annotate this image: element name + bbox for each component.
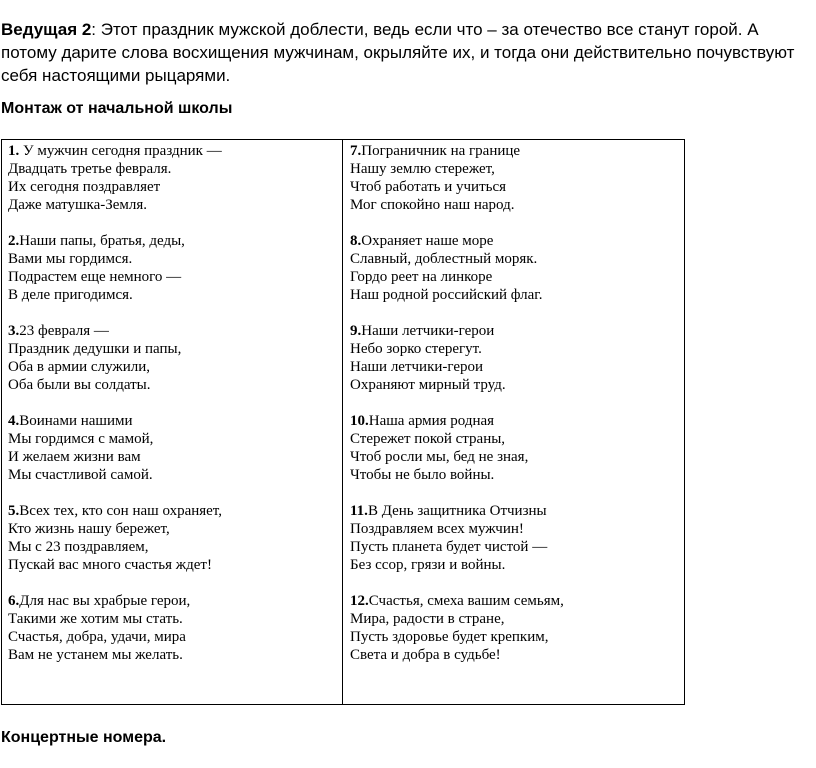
intro-paragraph	[1, 18, 809, 87]
poem-stanza	[8, 502, 333, 574]
stanza-line: Мог спокойно наш народ.	[350, 197, 515, 213]
stanza-line: Стережет покой страны,	[350, 431, 506, 447]
stanza-line: Гордо реет на линкоре	[350, 269, 493, 285]
stanza-line: Пусть планета будет чистой —	[350, 539, 548, 555]
stanza-line: Чтоб росли мы, бед не зная,	[350, 449, 529, 465]
poem-column-right	[350, 142, 675, 682]
stanza-line: Такими же хотим мы стать.	[8, 611, 183, 627]
stanza-line-text: Воинами нашими	[19, 413, 133, 429]
stanza-number: 12.	[350, 593, 369, 609]
stanza-line	[350, 592, 675, 610]
stanza-line-text: У мужчин сегодня праздник —	[19, 143, 222, 159]
stanza-line: И желаем жизни вам	[8, 449, 141, 465]
stanza-number: 5.	[8, 503, 20, 519]
stanza-line	[350, 232, 675, 250]
stanza-line	[8, 502, 333, 520]
poem-column-left	[8, 142, 333, 682]
section-title: Монтаж от начальной школы	[1, 100, 233, 117]
stanza-line	[8, 412, 333, 430]
stanza-line: Славный, доблестный моряк.	[350, 251, 538, 267]
stanza-line: Пускай вас много счастья ждет!	[8, 557, 212, 573]
poem-table	[1, 139, 685, 705]
stanza-line: Мы гордимся с мамой,	[8, 431, 154, 447]
poem-stanza	[350, 232, 675, 304]
stanza-line-text: Наша армия родная	[368, 413, 495, 429]
stanza-line	[8, 142, 333, 160]
stanza-line-text: 23 февраля —	[19, 323, 109, 339]
stanza-line-text: Охраняет наше море	[361, 233, 494, 249]
stanza-line: Чтобы не было войны.	[350, 467, 495, 483]
stanza-line	[350, 502, 675, 520]
stanza-line: Охраняют мирный труд.	[350, 377, 506, 393]
stanza-number: 4.	[8, 413, 20, 429]
stanza-line: Небо зорко стерегут.	[350, 341, 482, 357]
stanza-line: Нашу землю стережет,	[350, 161, 495, 177]
stanza-number: 7.	[350, 143, 362, 159]
footer-title: Концертные номера.	[1, 729, 167, 746]
stanza-line-text: Всех тех, кто сон наш охраняет,	[19, 503, 222, 519]
intro-text: : Этот праздник мужской доблести, ведь если что – за отечество все станут горой. А потому дарите слова восхищения мужчинам, окрыляйте их, и тогда они действительно почувствуют себя настоящими рыцарями.	[1, 20, 795, 85]
stanza-line: Мира, радости в стране,	[350, 611, 505, 627]
stanza-line: Мы счастливой самой.	[8, 467, 153, 483]
stanza-number: 1.	[8, 143, 20, 159]
stanza-line: Света и добра в судьбе!	[350, 647, 501, 663]
stanza-line	[350, 142, 675, 160]
stanza-line	[8, 232, 333, 250]
stanza-line-text: Для нас вы храбрые герои,	[19, 593, 191, 609]
poem-stanza	[350, 412, 675, 484]
poem-stanza	[350, 322, 675, 394]
stanza-line: Мы с 23 поздравляем,	[8, 539, 149, 555]
stanza-line-text: Счастья, смеха вашим семьям,	[368, 593, 564, 609]
stanza-number: 8.	[350, 233, 362, 249]
stanza-line: Их сегодня поздравляет	[8, 179, 161, 195]
stanza-line: Даже матушка-Земля.	[8, 197, 148, 213]
stanza-line: Вам не устанем мы желать.	[8, 647, 183, 663]
poem-stanza	[8, 412, 333, 484]
stanza-number: 10.	[350, 413, 369, 429]
stanza-line-text: Пограничник на границе	[361, 143, 521, 159]
stanza-number: 3.	[8, 323, 20, 339]
stanza-number: 11.	[350, 503, 368, 519]
poem-stanza	[8, 592, 333, 664]
stanza-number: 6.	[8, 593, 20, 609]
stanza-line: Оба в армии служили,	[8, 359, 151, 375]
poem-stanza	[350, 502, 675, 574]
stanza-line	[350, 412, 675, 430]
stanza-number: 2.	[8, 233, 20, 249]
column-divider	[342, 140, 343, 704]
speaker-label: Ведущая 2	[1, 20, 92, 39]
stanza-line: Счастья, добра, удачи, мира	[8, 629, 186, 645]
stanza-line-text: В День защитника Отчизны	[367, 503, 547, 519]
stanza-line: Кто жизнь нашу бережет,	[8, 521, 170, 537]
stanza-line-text: Наши летчики-герои	[361, 323, 495, 339]
stanza-line: Двадцать третье февраля.	[8, 161, 172, 177]
poem-stanza	[8, 322, 333, 394]
stanza-line	[8, 322, 333, 340]
stanza-line: Подрастем еще немного —	[8, 269, 182, 285]
stanza-line	[350, 322, 675, 340]
stanza-line: Наши летчики-герои	[350, 359, 484, 375]
stanza-line: Поздравляем всех мужчин!	[350, 521, 524, 537]
stanza-line: Оба были вы солдаты.	[8, 377, 151, 393]
poem-stanza	[8, 142, 333, 214]
poem-stanza	[350, 592, 675, 664]
stanza-line: Без ссор, грязи и войны.	[350, 557, 506, 573]
stanza-line: Наш родной российский флаг.	[350, 287, 543, 303]
poem-stanza	[8, 232, 333, 304]
stanza-line: Чтоб работать и учиться	[350, 179, 507, 195]
stanza-line-text: Наши папы, братья, деды,	[19, 233, 185, 249]
stanza-line	[8, 592, 333, 610]
stanza-line: Вами мы гордимся.	[8, 251, 133, 267]
stanza-number: 9.	[350, 323, 362, 339]
stanza-line: Пусть здоровье будет крепким,	[350, 629, 549, 645]
poem-stanza	[350, 142, 675, 214]
stanza-line: Праздник дедушки и папы,	[8, 341, 182, 357]
stanza-line: В деле пригодимся.	[8, 287, 133, 303]
